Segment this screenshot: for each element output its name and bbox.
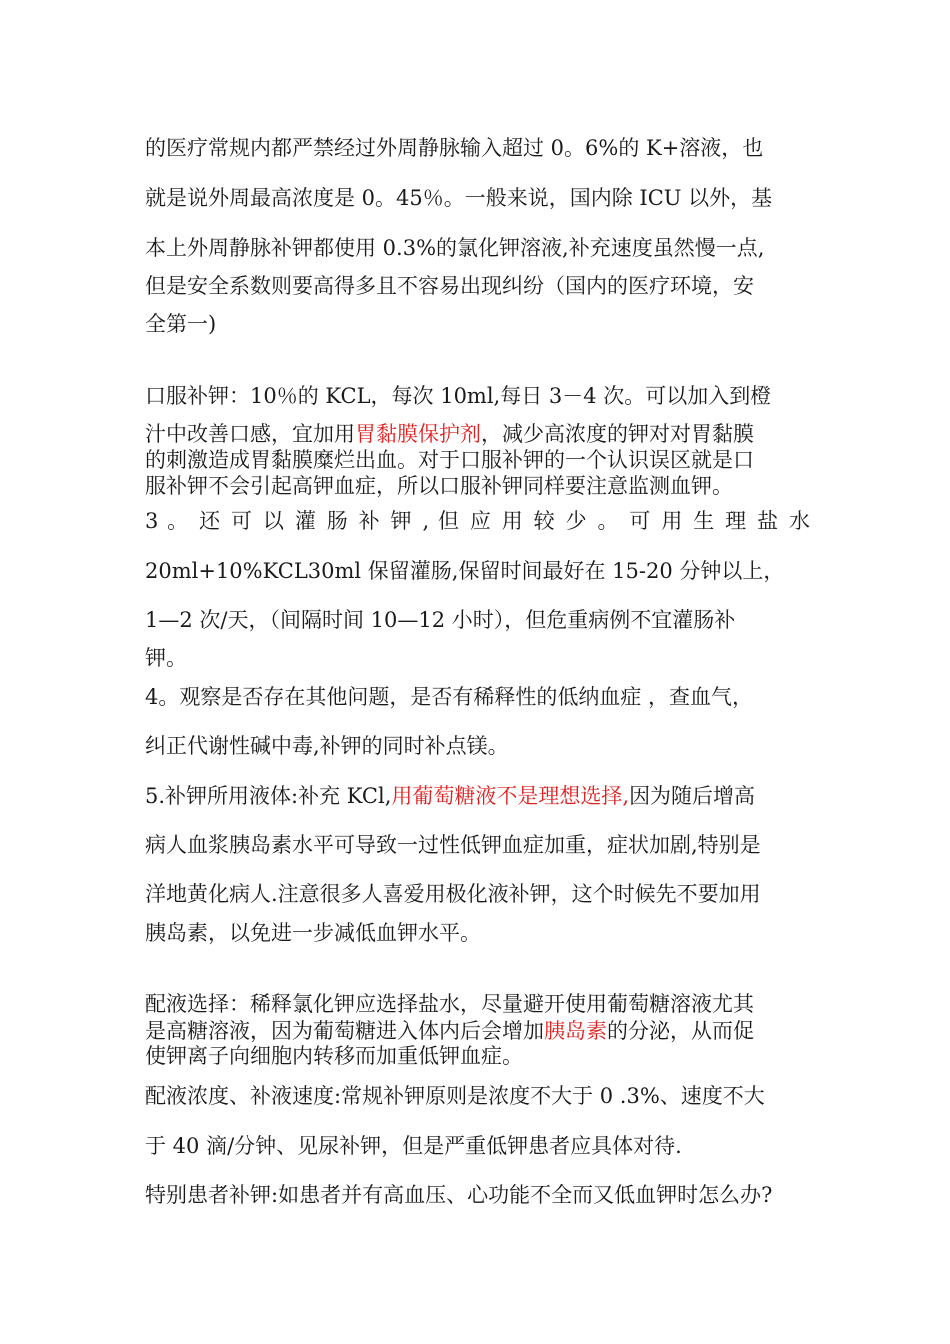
text-segment: 汁中改善口感，宜加用 (145, 422, 355, 446)
text-line (145, 1086, 810, 1107)
text-segment: ，减少高浓度的钾对对胃黏膜 (481, 422, 754, 446)
highlighted-text: 胰岛素 (544, 1019, 607, 1043)
text-segment: 是高糖溶液，因为葡萄糖进入体内后会增加 (145, 1019, 544, 1043)
text-line (145, 687, 810, 708)
text-segment: 特别患者补钾:如患者并有高血压、心功能不全而又低血钾时怎么办? (145, 1183, 773, 1207)
text-segment: 病人血浆胰岛素水平可导致一过性低钾血症加重，症状加剧,特别是 (145, 833, 761, 857)
text-line (145, 476, 810, 497)
text-segment: 洋地黄化病人.注意很多人喜爱用极化液补钾，这个时候先不要加用 (145, 882, 761, 906)
text-line (145, 923, 810, 944)
text-line (145, 386, 810, 407)
text-segment: 因为随后增高 (629, 784, 756, 808)
text-segment: 就是说外周最高浓度是 0。45％。一般来说，国内除 ICU 以外，基 (145, 186, 773, 210)
text-segment: 本上外周静脉补钾都使用 0.3%的氯化钾溶液,补充速度虽然慢一点, (145, 236, 765, 260)
text-segment: 的分泌，从而促 (607, 1019, 754, 1043)
text-line (145, 994, 810, 1015)
text-segment: 配液浓度、补液速度:常规补钾原则是浓度不大于 0 .3%、速度不大 (145, 1084, 765, 1108)
text-segment: 3 。 还 可 以 灌 肠 补 钾 , 但 应 用 较 少 。 可 用 生 理 盐 水 (145, 509, 810, 533)
text-line (145, 1046, 810, 1067)
text-line (145, 1136, 810, 1157)
text-segment: 的医疗常规内都严禁经过外周静脉输入超过 0。6%的 K+溶液，也 (145, 136, 764, 160)
text-segment: 使钾离子向细胞内转移而加重低钾血症。 (145, 1044, 523, 1068)
text-line (145, 138, 810, 159)
text-line (145, 314, 810, 335)
text-segment: 4。观察是否存在其他问题，是否有稀释性的低纳血症 ，查血气， (145, 685, 754, 709)
text-line (145, 884, 810, 905)
text-line (145, 188, 810, 209)
text-line (145, 511, 810, 532)
highlighted-text: 用葡萄糖液不是理想选择, (391, 784, 630, 808)
text-line (145, 786, 810, 807)
text-line (145, 610, 810, 631)
text-segment: 口服补钾：10％的 KCL，每次 10ml,每日 3－4 次。可以加入到橙 (145, 384, 772, 408)
text-segment: 纠正代谢性碱中毒,补钾的同时补点镁。 (145, 734, 509, 758)
text-segment: 1—2 次/天，（间隔时间 10—12 小时），但危重病例不宜灌肠补 (145, 608, 736, 632)
text-line (145, 1021, 810, 1042)
text-segment: 服补钾不会引起高钾血症，所以口服补钾同样要注意监测血钾。 (145, 474, 733, 498)
text-segment: 钾。 (145, 646, 187, 670)
text-line (145, 736, 810, 757)
text-segment: 20ml+10%KCL30ml 保留灌肠,保留时间最好在 15-20 分钟以上， (145, 559, 785, 583)
text-segment: 胰岛素，以免进一步减低血钾水平。 (145, 921, 481, 945)
text-line (145, 450, 810, 471)
text-line (145, 648, 810, 669)
highlighted-text: 胃黏膜保护剂 (355, 422, 481, 446)
text-segment: 5.补钾所用液体:补充 KCl, (145, 784, 392, 808)
text-line (145, 561, 810, 582)
text-line (145, 1185, 810, 1206)
text-line (145, 238, 810, 259)
text-segment: 但是安全系数则要高得多且不容易出现纠纷（国内的医疗环境，安 (145, 274, 754, 298)
text-segment: 于 40 滴/分钟、见尿补钾，但是严重低钾患者应具体对待. (145, 1134, 682, 1158)
text-line (145, 424, 810, 445)
text-segment: 的刺激造成胃黏膜糜烂出血。对于口服补钾的一个认识误区就是口 (145, 448, 754, 472)
text-segment: 全第一) (145, 312, 217, 336)
text-line (145, 835, 810, 856)
text-segment: 配液选择：稀释氯化钾应选择盐水，尽量避开使用葡萄糖溶液尤其 (145, 992, 754, 1016)
text-line (145, 276, 810, 297)
